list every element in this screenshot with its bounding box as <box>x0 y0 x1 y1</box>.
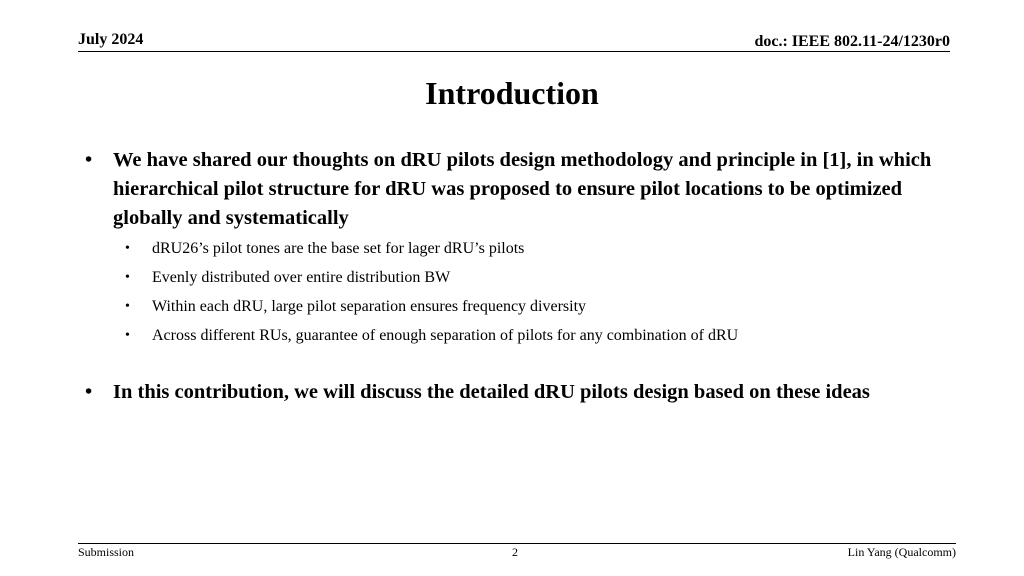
sub-bullet-text-4: Across different RUs, guarantee of enough separation of pilots for any combination of dRU <box>152 327 739 344</box>
slide-title: Introduction <box>425 75 599 111</box>
bullet-item-2 <box>85 378 938 407</box>
sub-bullet-marker: • <box>125 241 130 256</box>
sub-bullet-text-2: Evenly distributed over entire distribution BW <box>152 269 451 286</box>
sub-bullet-text-3: Within each dRU, large pilot separation ensures frequency diversity <box>152 298 587 315</box>
bullet-item-1 <box>85 146 938 233</box>
sub-bullet-list <box>125 234 932 350</box>
bullet-text-1: We have shared our thoughts on dRU pilots design methodology and principle in [1], in which hierarchical pilot structure for dRU was proposed to ensure pilot locations to be optimized globally and systematically <box>113 149 932 229</box>
sub-bullet-text-1: dRU26’s pilot tones are the base set for lager dRU’s pilots <box>152 240 525 257</box>
header-divider <box>78 51 950 52</box>
sub-bullet-item-4 <box>125 321 932 350</box>
bullet-marker: • <box>85 381 93 403</box>
bullet-marker: • <box>85 149 93 171</box>
sub-bullet-item-2 <box>125 263 932 292</box>
header-doc-id: doc.: IEEE 802.11-24/1230r0 <box>754 33 950 50</box>
sub-bullet-marker: • <box>125 299 130 314</box>
footer-author: Lin Yang (Qualcomm) <box>847 545 956 559</box>
footer-submission: Submission <box>78 545 135 559</box>
footer-page-number: 2 <box>512 545 518 559</box>
sub-bullet-marker: • <box>125 328 130 343</box>
sub-bullet-item-1 <box>125 234 932 263</box>
header-date: July 2024 <box>78 31 144 48</box>
sub-bullet-item-3 <box>125 292 932 321</box>
bullet-text-2: In this contribution, we will discuss the detailed dRU pilots design based on these ideas <box>113 381 870 403</box>
sub-bullet-marker: • <box>125 270 130 285</box>
footer-divider <box>78 543 956 544</box>
